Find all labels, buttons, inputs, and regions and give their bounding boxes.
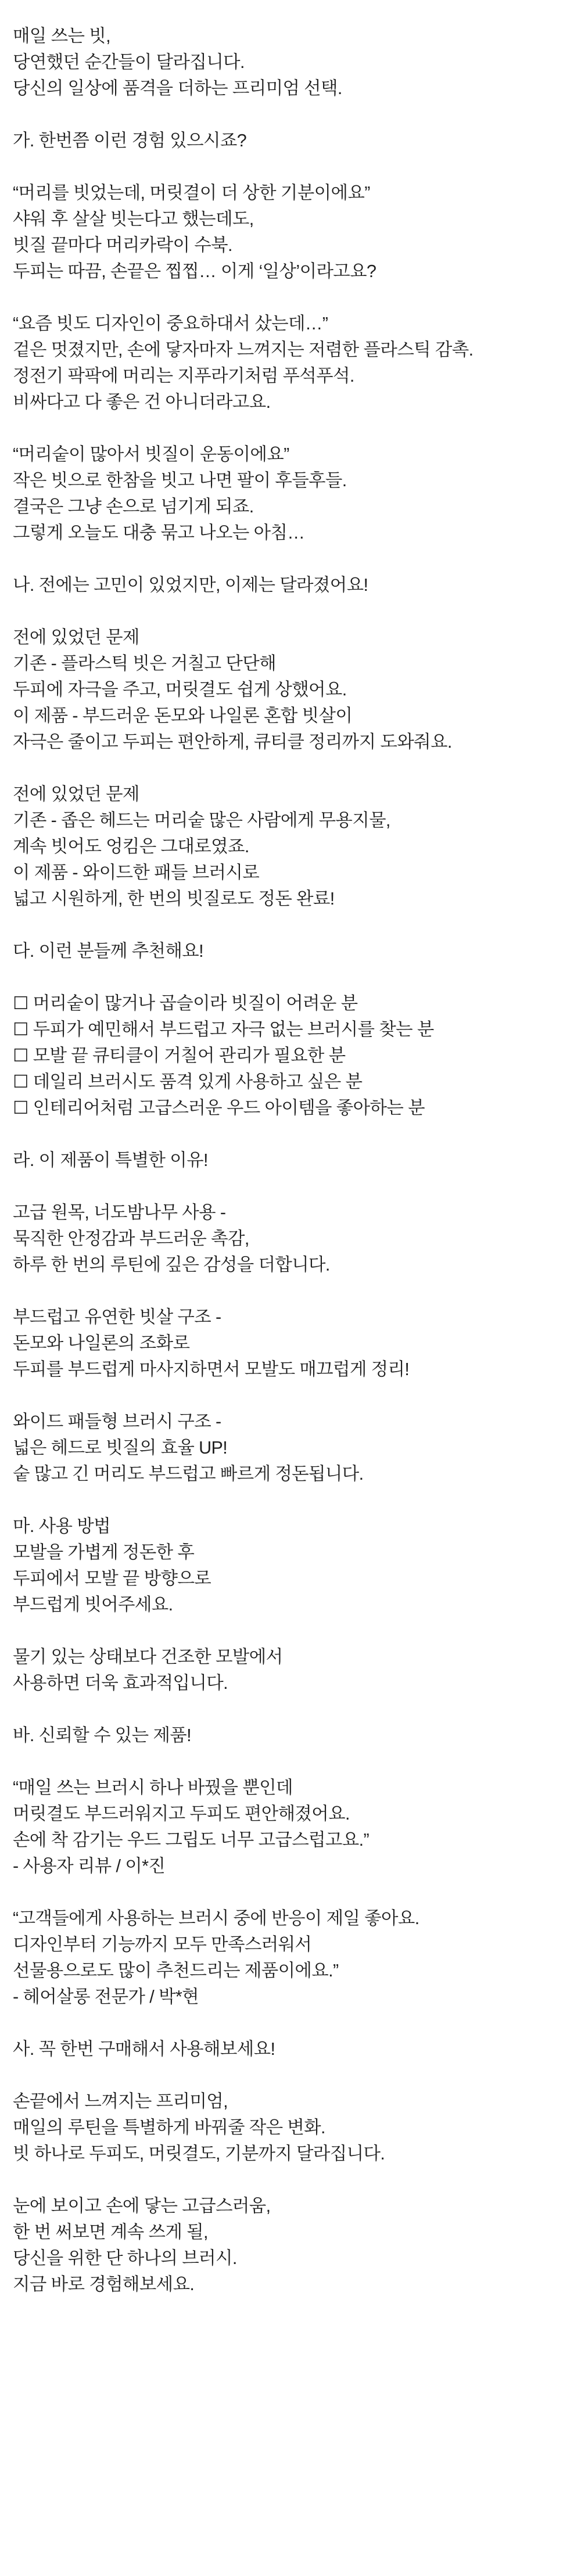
text-block (13, 625, 571, 755)
text-line: 사용하면 더욱 효과적입니다. (13, 1673, 228, 1693)
text-line: 나. 전에는 고민이 있었지만, 이제는 달라졌어요! (13, 575, 368, 595)
text-line: ☐ 머리숱이 많거나 곱슬이라 빗질이 어려운 분 (13, 993, 358, 1013)
text-block (13, 1513, 571, 1618)
text-block (13, 2036, 571, 2062)
text-block (13, 1304, 571, 1383)
text-block (13, 991, 571, 1121)
text-line: 마. 사용 방법 (13, 1516, 110, 1536)
text-line: 부드럽고 유연한 빗살 구조 - (13, 1307, 221, 1327)
text-line: 기존 - 좁은 헤드는 머리숱 많은 사람에게 무용지물, (13, 810, 390, 830)
text-line: 디자인부터 기능까지 모두 만족스러워서 (13, 1935, 312, 1954)
text-line: ☐ 모발 끝 큐티클이 거칠어 관리가 필요한 분 (13, 1046, 346, 1065)
text-line: 전에 있었던 문제 (13, 784, 139, 804)
text-line: 매일의 루틴을 특별하게 바꿔줄 작은 변화. (13, 2118, 325, 2137)
text-line: 계속 빗어도 엉킴은 그대로였죠. (13, 837, 249, 856)
text-block (13, 1409, 571, 1487)
text-line: 눈에 보이고 손에 닿는 고급스러움, (13, 2196, 271, 2216)
text-block (13, 1147, 571, 1174)
text-line: 부드럽게 빗어주세요. (13, 1595, 173, 1615)
text-block (13, 2193, 571, 2298)
text-line: 당신을 위한 단 하나의 브러시. (13, 2248, 237, 2268)
text-block (13, 128, 571, 154)
text-line: 당연했던 순간들이 달라집니다. (13, 52, 245, 72)
text-line: “머리를 빗었는데, 머릿결이 더 상한 기분이에요” (13, 183, 370, 203)
text-block (13, 1723, 571, 1749)
text-line: 한 번 써보면 계속 쓰게 될, (13, 2222, 208, 2242)
text-block (13, 2089, 571, 2167)
text-line: “요즘 빗도 디자인이 중요하대서 샀는데…” (13, 314, 328, 333)
text-block (13, 442, 571, 546)
text-line: - 사용자 리뷰 / 이*진 (13, 1856, 166, 1876)
text-line: 두피를 부드럽게 마사지하면서 모발도 매끄럽게 정리! (13, 1359, 410, 1379)
text-block (13, 1200, 571, 1278)
text-line: 라. 이 제품이 특별한 이유! (13, 1150, 208, 1170)
text-line: 두피에서 모발 끝 방향으로 (13, 1569, 211, 1588)
text-block (13, 1775, 571, 1879)
text-line: 매일 쓰는 빗, (13, 26, 110, 46)
text-line: 머릿결도 부드러워지고 두피도 편안해졌어요. (13, 1804, 350, 1824)
text-line: 그렇게 오늘도 대충 묶고 나오는 아침… (13, 523, 305, 543)
text-line: 물기 있는 상태보다 건조한 모발에서 (13, 1647, 283, 1667)
text-line: 바. 신뢰할 수 있는 제품! (13, 1725, 192, 1745)
text-line: 비싸다고 다 좋은 건 아니더라고요. (13, 392, 271, 412)
text-line: ☐ 두피가 예민해서 부드럽고 자극 없는 브러시를 찾는 분 (13, 1020, 434, 1039)
text-line: 모발을 가볍게 정돈한 후 (13, 1542, 195, 1562)
text-line: 이 제품 - 부드러운 돈모와 나일론 혼합 빗살이 (13, 706, 353, 726)
text-line: 하루 한 번의 루틴에 깊은 감성을 더합니다. (13, 1255, 330, 1275)
text-line: 기존 - 플라스틱 빗은 거칠고 단단해 (13, 654, 277, 673)
text-line: 이 제품 - 와이드한 패들 브러시로 (13, 863, 260, 882)
text-block (13, 311, 571, 415)
text-line: 두피에 자극을 주고, 머릿결도 쉽게 상했어요. (13, 680, 347, 699)
text-line: “고객들에게 사용하는 브러시 중에 반응이 제일 좋아요. (13, 1908, 419, 1928)
text-line: 작은 빗으로 한참을 빗고 나면 팔이 후들후들. (13, 471, 347, 490)
document-body (13, 23, 571, 2324)
text-line: 다. 이런 분들께 추천해요! (13, 941, 203, 961)
text-line: 고급 원목, 너도밤나무 사용 - (13, 1203, 226, 1222)
text-line: - 헤어살롱 전문가 / 박*현 (13, 1987, 199, 2007)
text-block (13, 180, 571, 285)
text-line: 샤워 후 살살 빗는다고 했는데도, (13, 209, 254, 229)
text-line: 결국은 그냥 손으로 넘기게 되죠. (13, 497, 254, 516)
text-block (13, 23, 571, 102)
text-line: 손끝에서 느껴지는 프리미엄, (13, 2091, 228, 2111)
text-line: 묵직한 안정감과 부드러운 촉감, (13, 1229, 249, 1248)
text-line: “매일 쓰는 브러시 하나 바꿨을 뿐인데 (13, 1778, 293, 1798)
text-line: 숱 많고 긴 머리도 부드럽고 빠르게 정돈됩니다. (13, 1464, 364, 1484)
text-block (13, 781, 571, 912)
text-line: 와이드 패들형 브러시 구조 - (13, 1412, 221, 1431)
text-line: 사. 꼭 한번 구매해서 사용해보세요! (13, 2039, 275, 2059)
text-line: 넓고 시원하게, 한 번의 빗질로도 정돈 완료! (13, 889, 335, 909)
text-line: ☐ 데일리 브러시도 품격 있게 사용하고 싶은 분 (13, 1072, 363, 1092)
text-block (13, 1906, 571, 2010)
text-line: 지금 바로 경험해보세요. (13, 2274, 195, 2294)
text-line: 두피는 따끔, 손끝은 찝찝… 이게 ‘일상’이라고요? (13, 261, 376, 281)
text-line: 전에 있었던 문제 (13, 627, 139, 647)
text-block (13, 572, 571, 598)
text-line: 빗 하나로 두피도, 머릿결도, 기분까지 달라집니다. (13, 2144, 385, 2164)
text-line: 자극은 줄이고 두피는 편안하게, 큐티클 정리까지 도와줘요. (13, 732, 452, 752)
text-line: 당신의 일상에 품격을 더하는 프리미엄 선택. (13, 78, 342, 98)
text-line: “머리숱이 많아서 빗질이 운동이에요” (13, 444, 289, 464)
text-line: 넓은 헤드로 빗질의 효율 UP! (13, 1438, 228, 1458)
text-line: ☐ 인테리어처럼 고급스러운 우드 아이템을 좋아하는 분 (13, 1098, 425, 1118)
text-line: 선물용으로도 많이 추천드리는 제품이에요.” (13, 1961, 339, 1981)
text-block (13, 1644, 571, 1696)
text-line: 정전기 팍팍에 머리는 지푸라기처럼 푸석푸석. (13, 366, 354, 386)
text-line: 가. 한번쯤 이런 경험 있으시죠? (13, 131, 247, 150)
text-line: 손에 착 감기는 우드 그립도 너무 고급스럽고요.” (13, 1830, 370, 1850)
text-block (13, 938, 571, 964)
text-line: 돈모와 나일론의 조화로 (13, 1333, 190, 1353)
text-line: 겉은 멋졌지만, 손에 닿자마자 느껴지는 저렴한 플라스틱 감촉. (13, 340, 474, 360)
text-line: 빗질 끝마다 머리카락이 수북. (13, 235, 232, 255)
